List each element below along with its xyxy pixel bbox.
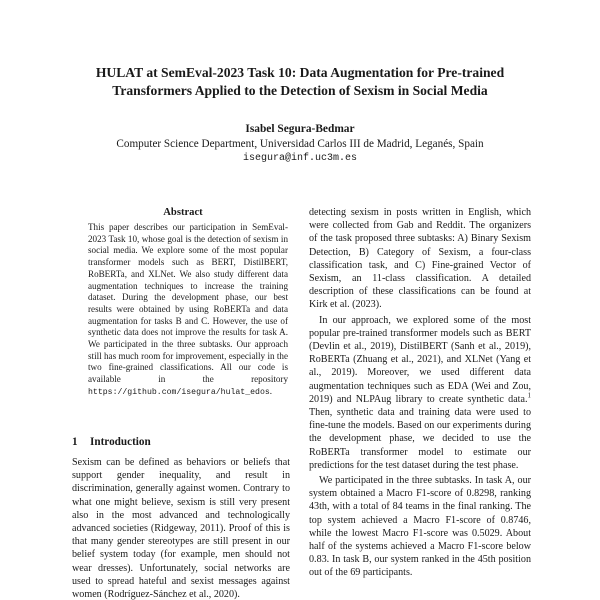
paper-title [40, 64, 560, 99]
author-affiliation: Computer Science Department, Universidad Carlos III de Madrid, Leganés, Spain [116, 138, 484, 150]
abstract-body-text: This paper describes our participation in SemEval-2023 Task 10, whose goal is the detection of sexism in social media. We explore some of the most popular transformer models such as BERT, DistilBERT, RoBERTa, and XLNet. We also study different data augmentation techniques to increase the training dataset. During the development phase, our best results were obtained by using RoBERTa and data augmentation for tasks B and C. However, the use of synthetic data does not improve the results for task A. We participated in the three subtasks. Our approach still has much room for improvement, especially in the two fine-grained classifications. All our code is available in the repository [88, 222, 288, 385]
footnote-marker[interactable]: 1 [527, 391, 531, 400]
author-email: isegura@inf.uc3m.es [242, 153, 358, 164]
repository-link[interactable]: https://github.com/isegura/hulat_edos [88, 387, 270, 397]
right-paragraph-3: We participated in the three subtasks. In task A, our system obtained a Macro F1-score of 0.8298, ranking 43th, with a total of 84 teams in the final ranking. The top system achieved a Macro F1-score of 0.8746, while the lowest Macro F1-score was 0.5029. About half of the systems achieved a Macro F1-score below 0.83. In task B, our system ranked in the 45th position out of the 69 participants. [309, 475, 531, 579]
right-paragraph-2-part-b: Then, synthetic data and training data were used to fine-tune the models. Based on our experiments during the development phase, we decided to use the RoBERTa transformer model to estimate our predictions for the test dataset during the test phase. [309, 407, 532, 471]
right-paragraph-1: detecting sexism in posts written in English, which were collected from Gab and Reddit. The organizers of the task proposed three subtasks: A) Binary Sexism Detection, B) Category of Sexism, a four-class classification task, and C) Fine-grained Vector of Sexism, an 11-class classification. A detailed description of these classifications can be found at Kirk et al. (2023). [309, 207, 531, 311]
right-paragraph-2-part-a: In our approach, we explored some of the most popular pre-trained transformer models such as BERT (Devlin et al., 2019), DistilBERT (Sanh et al., 2019), RoBERTa (Zhuang et al., 2021), and XLNet (Yang et al., 2019). Moreover, we used different data augmentation techniques such as EDA (Wei and Zou, 2019) and NLPAug library to create synthetic data. [309, 314, 531, 405]
title-line-1: HULAT at SemEval-2023 Task 10: Data Augmentation for Pre-trained [95, 65, 505, 80]
section-number: 1 [72, 436, 78, 448]
abstract-heading: Abstract [163, 207, 203, 218]
section-title: Introduction [90, 436, 151, 448]
author-name: Isabel Segura-Bedmar [245, 123, 355, 135]
abstract-text [88, 222, 288, 399]
abstract-end: . [269, 385, 273, 396]
introduction-paragraph: Sexism can be defined as behaviors or beliefs that support gender inequality, and result in discrimination, generally against women. Contrary to what one might believe, sexism is still very present also in the most advanced and technologically advanced societies (Ridgeway, 2011). Proof of this is that many gender stereotypes are still present in our belief system today (for example, men should not wear dresses). Unfortunately, social networks are used to spread hateful and sexist messages against women (Rodríguez-Sánchez et al., 2020). [72, 457, 290, 600]
section-heading-introduction [72, 435, 292, 449]
right-column [309, 206, 531, 580]
right-paragraph-2 [309, 314, 531, 472]
title-line-2: Transformers Applied to the Detection of Sexism in Social Media [112, 82, 488, 98]
